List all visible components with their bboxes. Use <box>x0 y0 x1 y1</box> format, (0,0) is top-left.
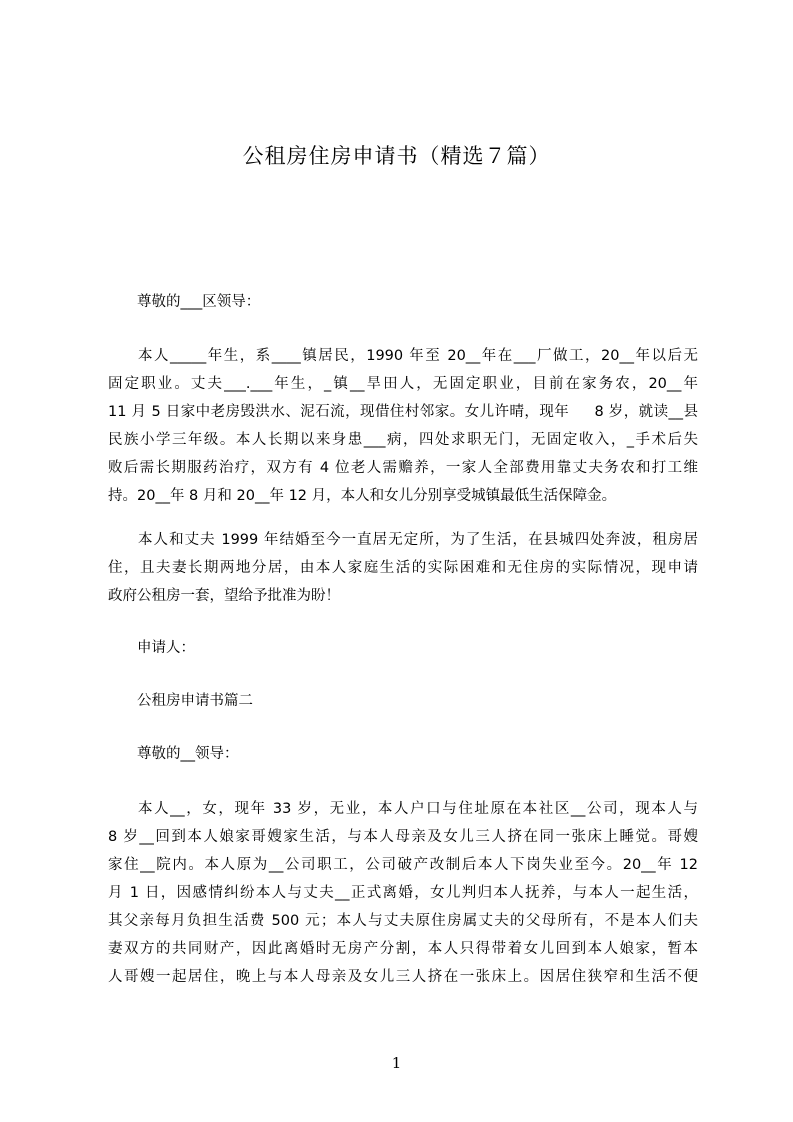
paragraph-1 <box>108 342 698 510</box>
section-2-heading: 公租房申请书篇二 <box>137 693 253 709</box>
paragraph-3-line: 其父亲每月负担生活费 500 元；本人与丈夫原住房属丈夫的父母所有，不是本人们夫 <box>108 913 698 929</box>
paragraph-1-line: 11 月 5 日家中老房毁洪水、泥石流，现借住村邻家。女儿许晴，现年 8 岁，就读__县 <box>108 404 698 420</box>
paragraph-3-line: 妻双方的共同财产，因此离婚时无房产分割，本人只得带着女儿回到本人娘家，暂本 <box>108 941 698 957</box>
paragraph-3-line: 8 岁__回到本人娘家哥嫂家生活，与本人母亲及女儿三人挤在同一张床上睡觉。哥嫂 <box>108 829 698 845</box>
paragraph-3-line: 月 1 日，因感情纠纷本人与丈夫__正式离婚，女儿判归本人抚养，与本人一起生活， <box>108 885 698 901</box>
paragraph-1-line: 民族小学三年级。本人长期以来身患___病，四处求职无门，无固定收入，_手术后失 <box>108 432 698 448</box>
page-number: 1 <box>391 1054 402 1072</box>
signature-label: 申请人： <box>137 640 195 656</box>
paragraph-2-line: 政府公租房一套，望给予批准为盼！ <box>108 588 340 604</box>
paragraph-1-line: 本人_____年生，系____镇居民，1990 年至 20__年在___厂做工，20__年以后无 <box>138 348 698 364</box>
paragraph-3-line: 家住__院内。本人原为__公司职工，公司破产改制后本人下岗失业至今。20__年 12 <box>108 857 698 873</box>
paragraph-2-line: 本人和丈夫 1999 年结婚至今一直居无定所，为了生活，在县城四处奔波，租房居 <box>138 532 698 548</box>
salutation-1: 尊敬的___区领导： <box>137 294 261 310</box>
salutation-2: 尊敬的__领导： <box>137 746 239 762</box>
document-title: 公租房住房申请书（精选７篇） <box>242 144 551 168</box>
paragraph-3-line: 人哥嫂一起居住，晚上与本人母亲及女儿三人挤在一张床上。因居住狭窄和生活不便 <box>108 969 698 985</box>
paragraph-2-line: 住，且夫妻长期两地分居，由本人家庭生活的实际困难和无住房的实际情况，现申请 <box>108 560 698 576</box>
paragraph-3-line: 本人__，女，现年 33 岁，无业，本人户口与住址原在本社区__公司，现本人与 <box>138 801 698 817</box>
paragraph-2 <box>108 526 698 610</box>
paragraph-3 <box>108 795 698 991</box>
paragraph-1-line: 败后需长期服药治疗，双方有 4 位老人需赡养，一家人全部费用靠丈夫务农和打工维 <box>108 460 698 476</box>
paragraph-1-line: 持。20__年 8 月和 20__年 12 月，本人和女儿分别享受城镇最低生活保障金。 <box>108 488 617 504</box>
paragraph-1-line: 固定职业。丈夫___.___年生，_镇__旱田人，无固定职业，目前在家务农，20__年 <box>108 376 698 392</box>
